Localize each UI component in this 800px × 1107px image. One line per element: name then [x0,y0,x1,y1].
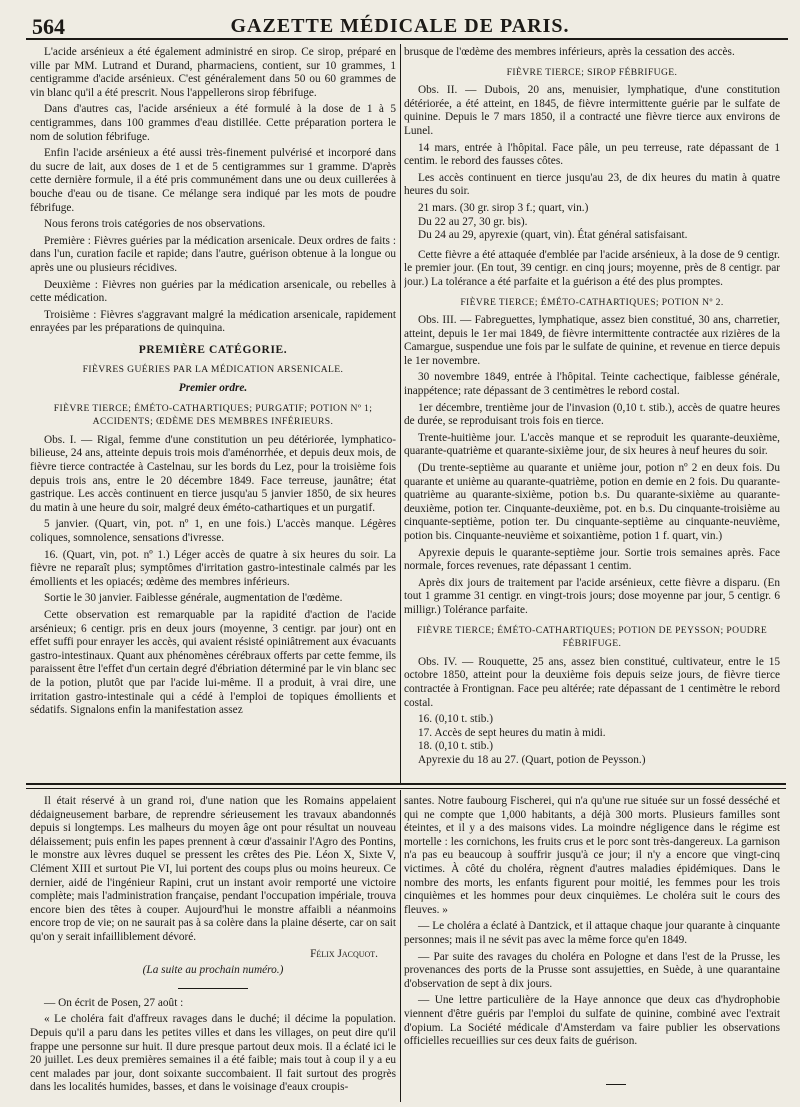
category-title: PREMIÈRE CATÉGORIE. [138,343,288,356]
paragraph: Enfin l'acide arsénieux a été aussi très-finement pulvérisé et incorporé dans du sucre de lait, aux doses de 1 et de 5 centigrammes sur 1 gramme. D'après cette dernière formule, il a été pris communément dans une ou deux cuillerées à bouche d'eau ou de tisane. Ce mélange sera indiqué par les mots de poudre fébrifuge. [30,147,396,214]
left-column-bottom [30,795,396,1097]
column-divider-top [400,44,401,784]
category-subtitle: FIÈVRES GUÉRIES PAR LA MÉDICATION ARSENICALE. [82,364,344,376]
observation-paragraph: Obs. IV. — Rouquette, 25 ans, assez bien constitué, cultivateur, entre le 15 octobre 1850, atteint pour la deuxième fois depuis seize jours, de fièvre tierce contractée à Frontignan. Face peu altérée; rate dépassant de 1 centimètre le rebord costal. [404,655,780,709]
observation-paragraph: Apyrexie depuis le quarante-septième jour. Sortie trois semaines après. Face normale, forces revenues, rate dépassant 1 centim. [404,546,780,573]
observation-paragraph: 14 mars, entrée à l'hôpital. Face pâle, un peu terreuse, rate dépassant de 1 centim. le rebord des fausses côtes. [404,141,780,168]
order-title: Premier ordre. [178,382,248,395]
left-column-top [30,46,396,782]
paragraph: brusque de l'œdème des membres inférieurs, après la cessation des accès. [404,46,735,58]
news-paragraph: — Une lettre particulière de la Haye annonce que deux cas d'hydrophobie viennent d'être guéris par l'emploi du sulfate de quinine, combiné avec l'extrait d'opium. La Société médicale d'Amsterdam va faire publier les observations officielles recueillies sur ces deux faits de guérison. [404,994,780,1048]
paragraph: Nous ferons trois catégories de nos observations. [44,218,266,231]
observation-paragraph: 16. (Quart, vin, pot. nº 1.) Léger accès de quatre à six heures du soir. La fièvre ne reparaît plus; symptômes d'irritation gastro-intestinale calmés par les émollients et les opiacés; œdème des membres inférieurs. [30,548,396,588]
observation-line: 18. (0,10 t. stib.) [418,740,493,753]
right-column-bottom [404,795,780,1097]
author-signature: Félix Jacquot. [310,947,378,960]
observation-paragraph: Obs. II. — Dubois, 20 ans, menuisier, lymphatique, d'une constitution détériorée, a été atteint, en 1845, de fièvre intermittente guérie par le sulfate de quinine. Depuis le 7 mars 1850, il a contracté une fièvre tierce aux environs de Lunel. [404,84,780,137]
separator [178,988,248,989]
case-heading: FIÈVRE TIERCE; ÉMÉTO-CATHARTIQUES; PURGATIF; POTION Nº 1; ACCIDENTS; ŒDÈME DES MEMBRES INFÉRIEURS. [53,402,373,428]
paragraph: Il était réservé à un grand roi, d'une nation que les Romains appelaient dédaigneusement barbare, de reprendre sérieusement les travaux abandonnés depuis si longtemps. Les malheurs du moyen âge ont pour résultat un nouveau délaissement; puis enfin les papes prennent à cœur d'assainir l'Agro des Pontins, le monstre aux lèvres duquel se pressent les crêtes des Pie. Léon X, Sixte V, Clément XIII et surtout Pie VI, lui portent des coups plus ou moins heureux. Ce dernier, aidé de l'ingénieur Rapini, crut un instant avoir remporté une victoire complète; mais l'administration française, pendant l'occupation impériale, trouva encore bien des têtes à couper. Aujourd'hui le monstre affaibli a néanmoins encore trop de vie; on ne saurait pas à sa colère dans la plaine déserte, car on sait qu'on y serait infailliblement dévoré. [30,795,396,943]
observation-line: Du 24 au 29, apyrexie (quart, vin). État général satisfaisant. [418,229,688,242]
observation-line: 17. Accès de sept heures du matin à midi. [418,726,606,739]
commentary-paragraph: Après dix jours de traitement par l'acide arsénieux, cette fièvre a disparu. (En tout 1 gramme 31 centigr. en vingt-trois jours; dose moyenne par jour, 5 centigr. 6 milligr.) Tolérance parfaite. [404,576,780,616]
section-divider-thin [26,788,786,789]
header-rule [26,38,788,40]
observation-paragraph: 30 novembre 1849, entrée à l'hôpital. Teinte cachectique, faiblesse générale, inappétence; rate dépassant de 3 centimètres le rebord costal. [404,371,780,398]
observation-line: 21 mars. (30 gr. sirop 3 f.; quart, vin.) [418,201,589,214]
observation-line: 16. (0,10 t. stib.) [418,713,493,726]
right-column-top [404,46,780,782]
observation-paragraph: (Du trente-septième au quarante et unième jour, potion nº 2 en deux fois. Du quarante et unième au quarante-quatrième, potion en demie en 2 fois. Du quarante-quatrième au quarante-sixième, potion b.s. Du quarante-sixième au quarante-deuxième, potion ter. Cinquante-deuxième, pot. en b.s. Du cinquante-troisième au cinquante-septième, potion ter. Du cinquante-septième au cinquante-neuvième, potion bis. Cinquante-neuvième et soixantième, potion 1 f. quart, vin.) [404,462,780,542]
news-paragraph: santes. Notre faubourg Fischerei, qui n'a qu'une rue située sur un fossé desséché et qui ne compte que 1,000 habitants, a déjà 300 morts. Plusieurs familles sont éteintes, et il y a des maisons vides. La moindre négligence dans le régime est mortelle : les cornichons, les fruits crus et le porc sont très-dangereux. La garnison n'a pas eu beaucoup à souffrir jusqu'à ce jour; il n'y a encore que vingt-cinq victimes. À côté du choléra, règnent d'autres maladies épidémiques. Dans le nombre des morts, les enfants figurent pour moitié, les femmes pour les trois cinquièmes et les hommes pour deux cinquièmes. Le choléra suit le cours des fleuves. » [404,795,780,916]
paragraph: Troisième : Fièvres s'aggravant malgré la médication arsenicale, rapidement enrayées par les préparations de quinquina. [30,308,396,335]
case-heading: FIÈVRE TIERCE; ÉMÉTO-CATHARTIQUES; POTION Nº 2. [460,296,724,308]
section-divider [26,783,786,785]
news-paragraph: « Le choléra fait d'affreux ravages dans le duché; il décime la population. Depuis qu'il a paru dans les petites villes et dans les villages, on peut dire qu'il frappe une personne sur huit. Il dure presque partout deux mois. Il a éclaté ici le 20 juillet. Les deux premières semaines il a été faible; mais tout à coup il y a eu cent malades par jour, dont soixante succombaient. Il fait surtout des progrès dans les localités humides, basses, et dans le voisinage d'eaux croupis- [30,1013,396,1094]
news-intro: — On écrit de Posen, 27 août : [44,996,184,1009]
case-heading: FIÈVRE TIERCE; ÉMÉTO-CATHARTIQUES; POTION DE PEYSSON; POUDRE FÉBRIFUGE. [416,624,768,650]
observation-paragraph: Trente-huitième jour. L'accès manque et se reproduit les quarante-deuxième, quarante-quatrième et quarante-sixième jour, de six heures à neuf heures du soir. [404,431,780,458]
observation-paragraph: Sortie le 30 janvier. Faiblesse générale, augmentation de l'œdème. [44,592,343,605]
page-number: 564 [32,14,65,39]
paragraph: Dans d'autres cas, l'acide arsénieux a été formulé à la dose de 1 à 5 centigrammes, dans 100 grammes d'eau distillée. Cette préparation portera le nom de solution fébrifuge. [30,103,396,143]
page-header [0,8,800,42]
paragraph: Deuxième : Fièvres non guéries par la médication arsenicale, ou rebelles à cette médication. [30,278,396,305]
commentary-paragraph: Cette fièvre a été attaquée d'emblée par l'acide arsénieux, à la dose de 9 centigr. le premier jour. (En tout, 39 centigr. en cinq jours; moyenne, près de 8 centigr. par jour.) La tolérance a été parfaite et la guérison a été des plus promptes. [404,248,780,288]
column-divider-bottom [400,790,401,1102]
paragraph: Première : Fièvres guéries par la médication arsenicale. Deux ordres de faits : dans l'un, curation facile et rapide; dans l'autre, guérison obtenue à la longue ou après une ou plusieurs récidives. [30,234,396,274]
journal-title: GAZETTE MÉDICALE DE PARIS. [230,15,570,37]
news-paragraph: — Le choléra a éclaté à Dantzick, et il attaque chaque jour quarante à cinquante personnes; mais il ne sévit pas avec la même force qu'en 1849. [404,920,780,946]
case-heading: FIÈVRE TIERCE; SIROP FÉBRIFUGE. [506,66,678,78]
paragraph: L'acide arsénieux a été également administré en sirop. Ce sirop, préparé en ville par MM. Lutrand et Durand, pharmaciens, contient, sur 10 grammes, 1 centigramme d'acide arsénieux. C'est généralement dans 50 ou 60 grammes de vin blanc qu'il a été prescrit. Nous l'appellerons sirop fébrifuge. [30,46,396,99]
commentary-paragraph: Cette observation est remarquable par la rapidité d'action de l'acide arsénieux; 6 centigr. pris en deux jours (moyenne, 3 centigr. par jour) ont en effet suffi pour enrayer les accès, qui avaient résisté opiniâtrement aux évacuants gastro-intestinaux. Quant aux phénomènes cérébraux offerts par cette femme, ils paraissent être l'effet d'un certain degré d'ébriation déterminé par le vin blanc sec de la potion, plutôt que par l'acide lui-même. Il a produit, à vrai dire, une irritation gastro-intestinale qui a cédé à l'emploi de topiques émollients et sédatifs. Signalons enfin la manifestation assez [30,608,396,717]
observation-paragraph: 1er décembre, trentième jour de l'invasion (0,10 t. stib.), accès de quatre heures de durée, se reproduisant trois fois en tierce. [404,401,780,428]
observation-paragraph: 5 janvier. (Quart, vin, pot. nº 1, en une fois.) L'accès manque. Légères coliques, somnolence, sensations d'ivresse. [30,518,396,544]
continuation-note: (La suite au prochain numéro.) [142,964,284,977]
observation-line: Du 22 au 27, 30 gr. bis). [418,215,528,228]
observation-paragraph: Obs. I. — Rigal, femme d'une constitution un peu détériorée, lymphatico-bilieuse, 24 ans, atteinte depuis trois mois d'aménorrhée, et depuis deux mois, de fièvre tierce contractée à Castelnau, sur les bords du Lez, pour la troisième fois depuis trois ans, entre le 20 décembre 1849. Face terreuse, jaunâtre; état gastrique. Les accès continuent en tierce jusqu'au 5 janvier 1850, de six heures du matin à une heure du soir, malgré deux éméto-cathartiques et un purgatif. [30,433,396,514]
observation-paragraph: Les accès continuent en tierce jusqu'au 23, de dix heures du matin à quatre heures du soir. [404,171,780,198]
observation-line: Apyrexie du 18 au 27. (Quart, potion de Peysson.) [418,753,646,766]
end-mark [606,1084,626,1085]
news-paragraph: — Par suite des ravages du choléra en Pologne et dans l'est de la Prusse, les provenances des ports de la Prusse sont assujetties, en Suède, à une quarantaine d'observation de sept à dix jours. [404,950,780,990]
observation-paragraph: Obs. III. — Fabreguettes, lymphatique, assez bien constitué, 30 ans, charretier, atteint, depuis le 1er mai 1849, de fièvre intermittente contractée aux rizières de la Camargue, suspendue une fois par le sulfate de quinine, et revenue en tierce depuis le 1er novembre. [404,314,780,367]
